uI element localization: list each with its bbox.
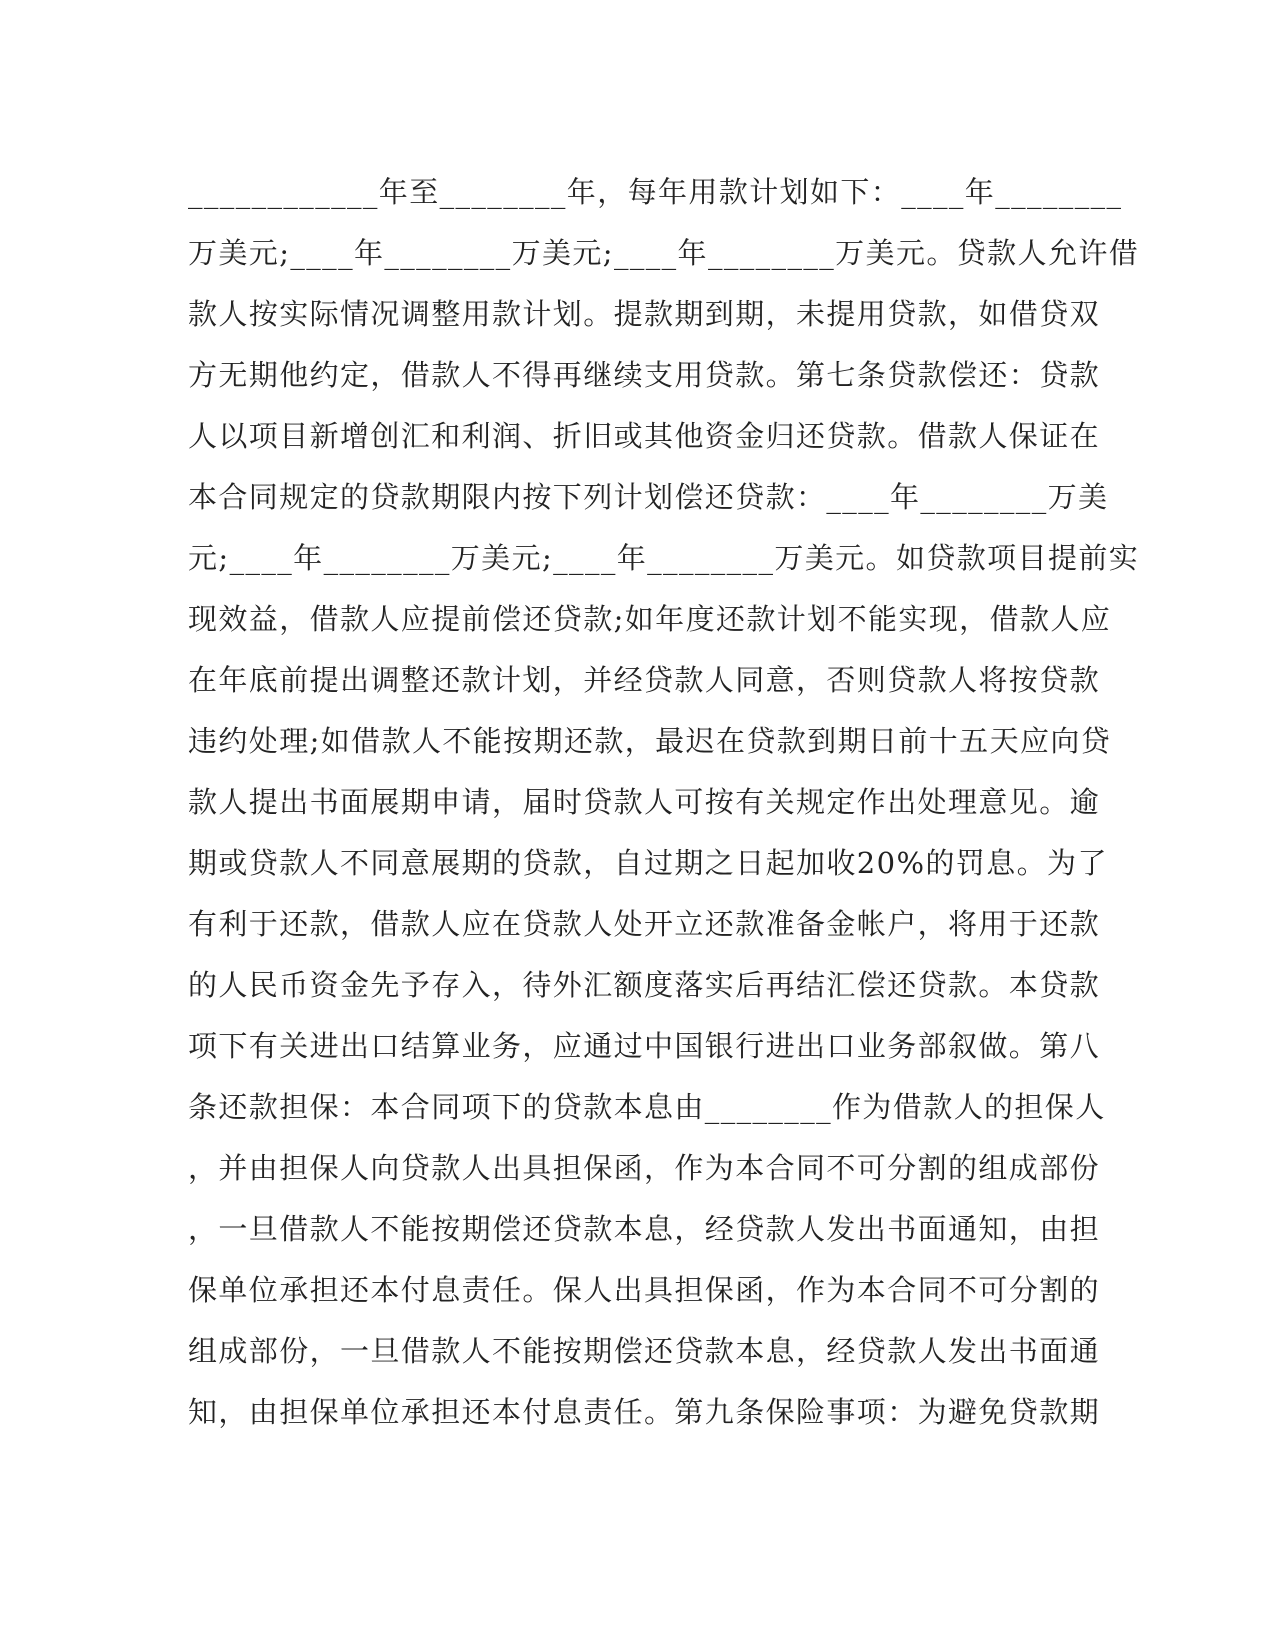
text-line: 的人民币资金先予存入，待外汇额度落实后再结汇偿还贷款。本贷款: [188, 968, 1101, 1002]
text-line: 元;____年________万美元;____年________万美元。如贷款项目提前实: [188, 541, 1140, 575]
text-line: 本合同规定的贷款期限内按下列计划偿还贷款：____年________万美: [188, 480, 1109, 514]
text-line: 保单位承担还本付息责任。保人出具担保函，作为本合同不可分割的: [188, 1273, 1101, 1307]
text-line: 万美元;____年________万美元;____年________万美元。贷款人允许借: [188, 236, 1140, 270]
text-line: 有利于还款，借款人应在贷款人处开立还款准备金帐户，将用于还款: [188, 907, 1101, 941]
contract-body-text: [188, 162, 1140, 1443]
text-line: 违约处理;如借款人不能按期还款，最迟在贷款到期日前十五天应向贷: [188, 724, 1112, 758]
text-line: 款人按实际情况调整用款计划。提款期到期，未提用贷款，如借贷双: [188, 297, 1101, 331]
text-line: 组成部份，一旦借款人不能按期偿还贷款本息，经贷款人发出书面通: [188, 1334, 1101, 1368]
text-line: 条还款担保：本合同项下的贷款本息由________作为借款人的担保人: [188, 1090, 1106, 1124]
text-line: ____________年至________年，每年用款计划如下：____年________: [188, 175, 1123, 209]
text-line: 知，由担保单位承担还本付息责任。第九条保险事项：为避免贷款期: [188, 1395, 1101, 1429]
text-line: 款人提出书面展期申请，届时贷款人可按有关规定作出处理意见。逾: [188, 785, 1101, 819]
text-line: ，并由担保人向贷款人出具担保函，作为本合同不可分割的组成部份: [188, 1151, 1101, 1185]
text-line: 人以项目新增创汇和利润、折旧或其他资金归还贷款。借款人保证在: [188, 419, 1101, 453]
text-line: 项下有关进出口结算业务，应通过中国银行进出口业务部叙做。第八: [188, 1029, 1101, 1063]
text-line: 方无期他约定，借款人不得再继续支用贷款。第七条贷款偿还：贷款: [188, 358, 1101, 392]
text-line: 现效益，借款人应提前偿还贷款;如年度还款计划不能实现，借款人应: [188, 602, 1112, 636]
text-line: 期或贷款人不同意展期的贷款，自过期之日起加收20%的罚息。为了: [188, 846, 1108, 880]
text-line: 在年底前提出调整还款计划，并经贷款人同意，否则贷款人将按贷款: [188, 663, 1101, 697]
text-line: ，一旦借款人不能按期偿还贷款本息，经贷款人发出书面通知，由担: [188, 1212, 1101, 1246]
